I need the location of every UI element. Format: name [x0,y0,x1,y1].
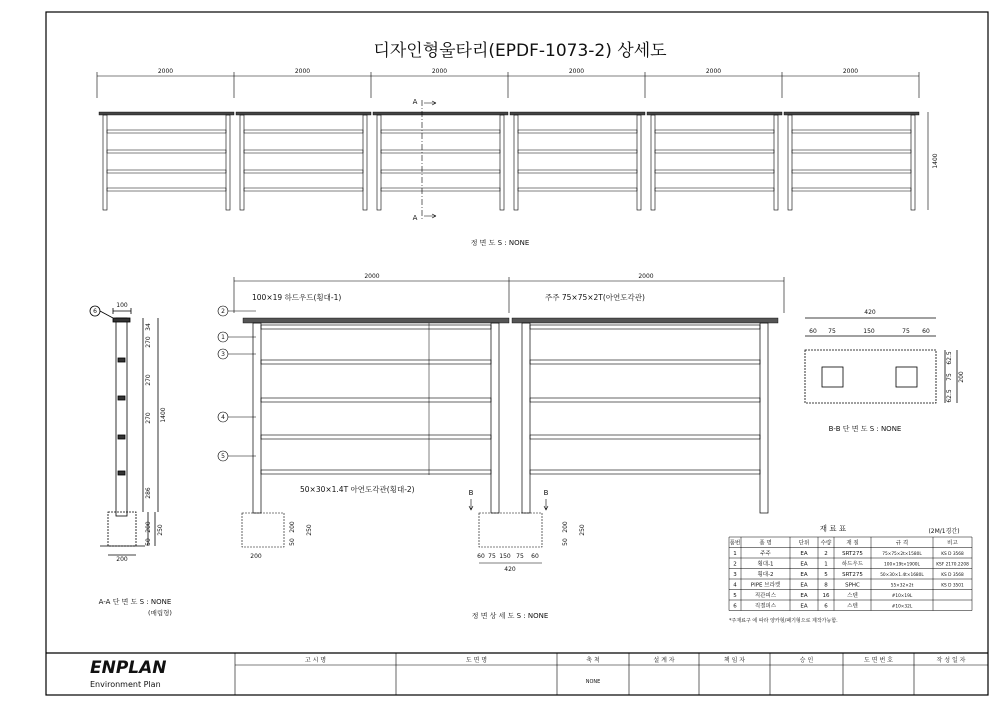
hardwood-cap [236,112,371,115]
title-block-header: 축 척 [586,657,600,664]
table-cell: SRT275 [842,572,863,578]
table-header: 규 격 [895,540,909,547]
aa-total: 1400 [160,407,167,423]
top-dim: 2000 [568,68,585,75]
hardwood-cap [99,112,234,115]
table-cell: EA [800,561,808,568]
hardwood-cap [243,318,509,323]
title-block-header: 책 임 자 [723,657,746,664]
table-unit-note: (2M/1경간) [928,528,960,535]
table-cell: 2 [824,551,828,557]
footing-dim: 250 [579,524,586,536]
aa-caption: A-A 단 면 도 S : NONE [98,598,172,606]
scale-value: NONE [585,679,601,685]
table-cell: 4 [733,582,737,589]
table-cell: 5 [824,572,828,578]
aa-footing-dim: 250 [157,524,164,536]
aa-spacing: 270 [145,374,152,386]
top-dim: 2000 [705,68,722,75]
part-balloon-label: 2 [221,308,225,315]
table-cell: 6 [824,603,828,610]
aa-spacing: 286 [145,487,152,499]
aa-balloon: 6 [93,308,97,315]
bb-dim: 60 [809,328,817,335]
footing-dim: 200 [562,521,569,533]
section-mark-b: B [468,489,474,497]
part-balloon-label: 5 [221,453,225,460]
top-dim: 2000 [294,68,311,75]
aa-base-width: 200 [116,556,128,563]
section-mark-b: B [543,489,549,497]
table-title: 재 료 표 [819,524,847,533]
hardwood-cap [510,112,645,115]
table-cell: 1 [824,561,828,568]
table-cell: 스텐 [847,593,858,599]
table-cell: 직관피스 [754,593,777,599]
title-block-header: 승 인 [799,657,814,664]
table-cell: 75×75×2t×1580L [882,552,922,557]
table-cell: 스텐 [847,603,858,610]
table-cell: 16 [822,593,830,599]
table-cell: EA [800,572,808,578]
footing-dim: 200 [289,521,296,533]
company-logo: ENPLAN [90,658,167,678]
aa-footing-dim: 50 [145,538,152,546]
title-block-header: 고 시 명 [304,657,327,664]
table-cell: 3 [733,572,737,578]
detail-caption: 정 면 상 세 도 S : NONE [471,612,549,620]
aa-spacing: 270 [145,412,152,424]
part-balloon-label: 1 [221,334,225,341]
table-cell: 직결피스 [754,603,777,610]
table-header: 품 명 [759,540,772,547]
table-header: 단위 [798,540,810,547]
table-cell: EA [800,603,808,610]
drawing-title: 디자인형울타리(EPDF-1073-2) 상세도 [373,41,667,61]
bb-side-total: 200 [958,371,965,383]
table-cell: 횡대-2 [757,572,774,578]
aa-width-top: 100 [116,302,128,309]
front-caption: 정 면 도 S : NONE [470,239,530,247]
hardwood-cap [784,112,919,115]
table-cell: 5 [733,593,737,599]
section-mark-a-bottom: A [412,214,418,222]
hardwood-cap [373,112,508,115]
table-cell: #10×32L [891,604,913,610]
bb-caption: B-B 단 면 도 S : NONE [828,425,902,433]
footing-dim: 50 [289,538,296,546]
bottom-dim: 75 [488,553,496,560]
table-header: 비고 [947,540,958,547]
table-cell: SPHC [845,582,860,589]
title-block-header: 작 성 일 자 [936,657,966,664]
hardwood-cap [512,318,778,323]
bottom-dim: 60 [477,553,485,560]
part-balloon-label: 3 [221,351,225,358]
bottom-total: 420 [504,566,516,573]
aa-spacing: 34 [145,323,152,331]
label-rail: 50×30×1.4T 아연도각관(횡대-2) [300,485,415,494]
title-block-header: 설 계 자 [653,657,675,664]
top-dim: 2000 [157,68,174,75]
section-mark-a-top: A [412,98,418,106]
table-footnote: *주재료구 에 따라 양카형/패기형으로 제작가능함. [729,618,838,624]
title-block-header: 도 면 명 [465,657,488,664]
label-hardwood: 100×19 하드우드(횡대-1) [252,293,342,302]
top-dim: 2000 [842,68,859,75]
bb-side-dim: 62.5 [946,389,953,403]
table-header: 품번 [729,540,741,547]
table-cell: PIPE 브라켓 [750,582,781,589]
footing-dim: 50 [562,538,569,546]
table-cell: EA [800,582,808,589]
aa-footing-dim: 200 [145,521,152,533]
company-subtitle: Environment Plan [90,680,161,689]
bb-dim: 150 [863,328,875,335]
bb-dim: 75 [828,328,836,335]
table-header: 수량 [820,540,832,547]
height-dim: 1400 [932,153,939,169]
table-cell: #10×19L [891,594,913,599]
table-cell: 주주 [760,551,771,557]
table-cell: KSF 2170.2208 [936,562,969,568]
detail-dim-top: 2000 [638,273,654,280]
detail-dim-top: 2000 [364,273,380,280]
table-cell: SRT275 [842,551,863,557]
table-cell: 하드우드 [841,561,864,568]
table-cell: KS D 3568 [941,573,964,578]
bb-side-dim: 75 [946,373,953,381]
bottom-dim: 60 [531,553,539,560]
aa-spacing: 270 [145,336,152,348]
bottom-dim: 75 [516,553,524,560]
bottom-dim: 150 [499,553,511,560]
table-cell: 6 [733,603,737,610]
label-post: 주주 75×75×2T(아연도각관) [545,293,645,302]
table-cell: EA [800,551,808,557]
table-cell: KS D 3501 [941,583,964,589]
table-cell: 1 [733,551,737,557]
bb-total: 420 [864,309,876,316]
hardwood-cap [647,112,782,115]
bb-dim: 75 [902,328,910,335]
table-cell: EA [800,593,808,599]
bb-dim: 60 [922,328,930,335]
table-cell: 횡대-1 [757,561,774,568]
aa-sub-caption: (매립형) [148,609,172,617]
footing-dim: 250 [306,524,313,536]
table-cell: 100×19t×1900L [884,562,920,568]
table-cell: 8 [824,582,828,589]
table-header: 재 질 [846,540,859,547]
footing-dim: 200 [250,553,262,560]
bb-side-dim: 62.5 [946,351,953,365]
table-cell: 50×30×1.4t×1680L [880,573,924,578]
part-balloon-label: 4 [221,414,225,421]
table-cell: 2 [733,561,737,568]
table-cell: 55×32×2t [890,583,914,589]
top-dim: 2000 [431,68,448,75]
title-block-header: 도 면 번 호 [864,657,893,664]
table-cell: KS D 3568 [941,552,964,557]
